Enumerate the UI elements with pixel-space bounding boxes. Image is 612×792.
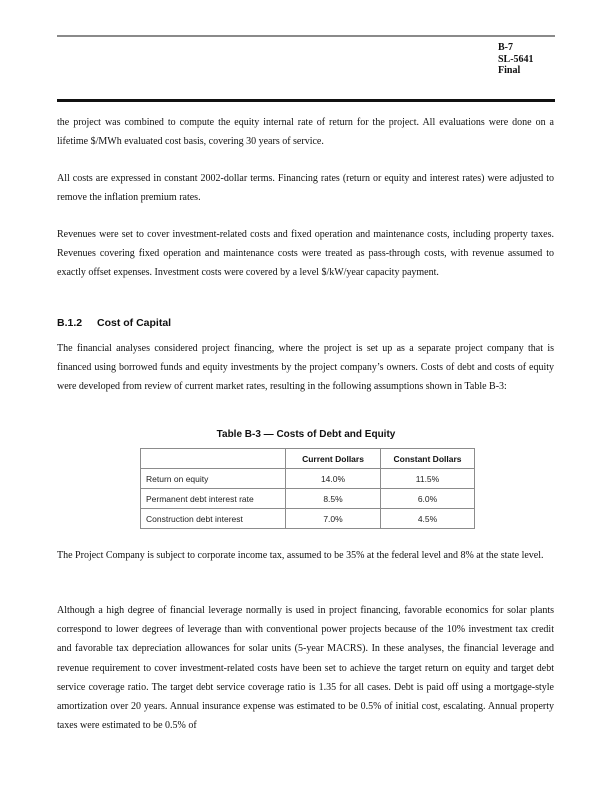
row-label: Return on equity: [141, 469, 286, 489]
table-header-row: [141, 449, 475, 469]
section-heading: [57, 317, 171, 329]
row-label: Permanent debt interest rate: [141, 489, 286, 509]
header-bottom-rule: [57, 99, 555, 102]
current-dollars-value: 8.5%: [286, 489, 381, 509]
constant-dollars-value: 6.0%: [381, 489, 475, 509]
constant-dollars-value: 4.5%: [381, 509, 475, 529]
column-header-current-dollars: Current Dollars: [286, 449, 381, 469]
table-row: [141, 469, 475, 489]
current-dollars-value: 14.0%: [286, 469, 381, 489]
paragraph-project-financing: The financial analyses considered project financing, where the project is set up as a separate project company that is financed using borrowed funds and equity investments by the project company’s owners. Costs of debt and costs of equity were developed from review of current market rates, resulting in the following assumptions shown in Table B-3:: [57, 343, 554, 393]
paragraph-equity-irr: the project was combined to compute the equity internal rate of return for the project. All evaluations were done on a lifetime $/MWh evaluated cost basis, covering 30 years of service.: [57, 117, 554, 148]
document-identifier: [498, 42, 534, 77]
table-caption: Table B-3 — Costs of Debt and Equity: [216, 429, 396, 440]
section-title: Cost of Capital: [97, 317, 172, 329]
table-row: [141, 489, 475, 509]
report-id: SL-5641: [498, 53, 534, 65]
paragraph-constant-dollars: All costs are expressed in constant 2002-dollar terms. Financing rates (return or equity and interest rates) were adjusted to remove the inflation premium rates.: [57, 173, 554, 204]
column-header-constant-dollars: Constant Dollars: [381, 449, 475, 469]
paragraph-financial-leverage: Although a high degree of financial leverage normally is used in project financing, favorable economics for solar plants correspond to lower degrees of leverage than with conventional power projects because of the 10% investment tax credit and favorable tax depreciation allowances for solar units (5-year MACRS). In these analyses, the financial leverage and revenue requirement to cover investment-related costs have been set to achieve the target return on equity and target debt service coverage ratio. The target debt service coverage ratio is 1.35 for all cases. Debt is paid off using a mortgage-style amortization over 20 years. Annual insurance expense was estimated to be 0.5% of initial cost, escalating. Annual property taxes were estimated to be 0.5% of: [57, 605, 554, 732]
table-row: [141, 509, 475, 529]
paragraph-income-tax: The Project Company is subject to corporate income tax, assumed to be 35% at the federal level and 8% at the state level.: [57, 550, 544, 561]
document-status: Final: [498, 65, 521, 76]
row-label: Construction debt interest: [141, 509, 286, 529]
header-top-rule: [57, 35, 555, 37]
paragraph-revenues: Revenues were set to cover investment-related costs and fixed operation and maintenance costs, including property taxes. Revenues covering fixed operation and maintenance costs were treated as pass-through costs, with revenue assumed to exactly offset expenses. Investment costs were covered by a level $/kW/year capacity payment.: [57, 229, 554, 279]
page-number: B-7: [498, 42, 513, 53]
current-dollars-value: 7.0%: [286, 509, 381, 529]
section-number: B.1.2: [57, 317, 83, 329]
column-header-blank: [141, 449, 286, 469]
constant-dollars-value: 11.5%: [381, 469, 475, 489]
costs-of-debt-and-equity-table: [140, 448, 475, 529]
